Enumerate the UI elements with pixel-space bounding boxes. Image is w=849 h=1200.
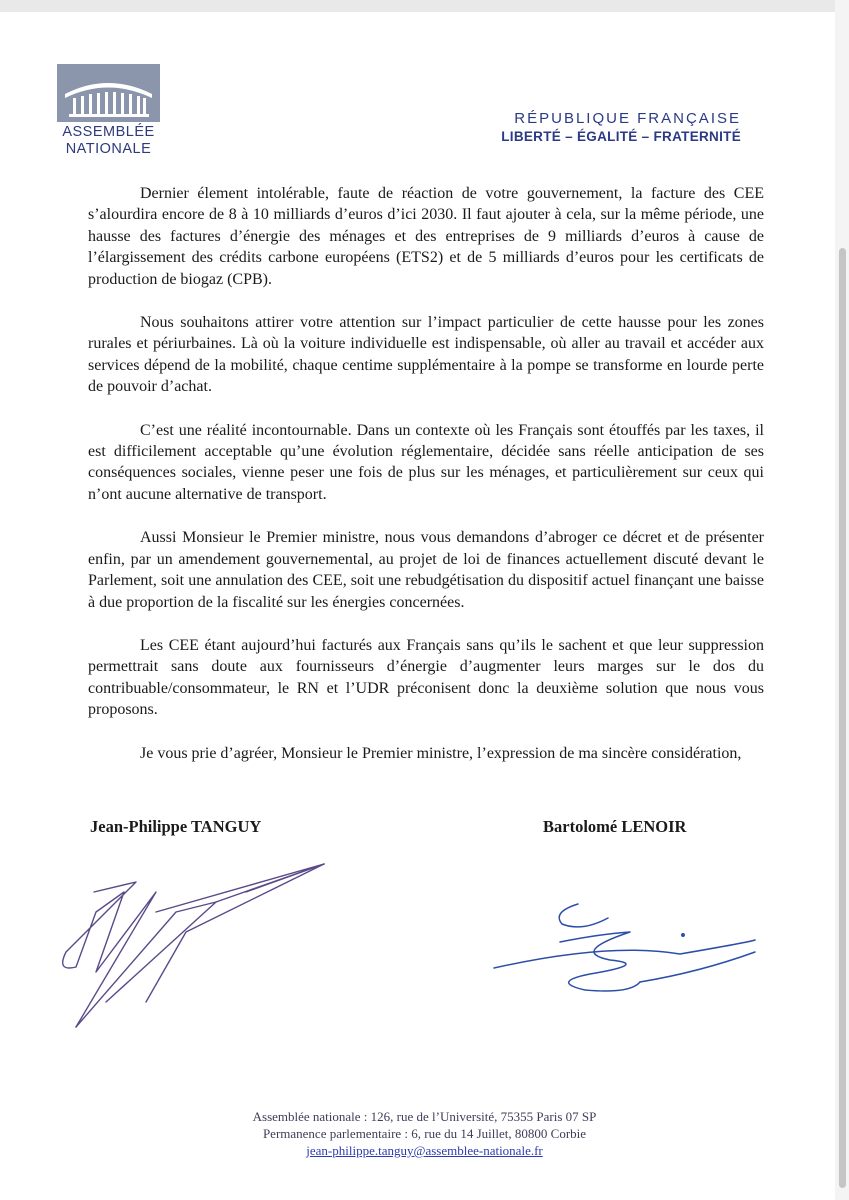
paragraph-2: Nous souhaitons attirer votre attention sur l’impact particulier de cette hausse pour les zones rurales et périurbaines. Là où la voiture individuelle est indispensable, où aller au travail et accéder aux services dépend de la mobilité, chaque centime supplémentaire à la pompe se transforme en lourde perte de pouvoir d’achat. bbox=[88, 314, 764, 396]
signature-right bbox=[490, 882, 770, 1022]
hemicycle-emblem-icon bbox=[57, 64, 160, 122]
logo-line-2: NATIONALE bbox=[65, 141, 152, 157]
logo-line-1: ASSEMBLÉE bbox=[62, 124, 155, 140]
republic-title: RÉPUBLIQUE FRANÇAISE bbox=[514, 110, 741, 127]
signatory-left-name: Jean-Philippe TANGUY bbox=[90, 817, 262, 836]
paragraph-5: Les CEE étant aujourd’hui facturés aux Français sans qu’ils le sachent et que leur suppression permettrait sans doute aux fournisseurs d’énergie d’augmenter leurs marges sur le dos du contribuable/consommateur, le RN et l’UDR préconisent donc la deuxième solution que nous vous proposons. bbox=[88, 636, 764, 719]
vertical-scrollbar[interactable] bbox=[835, 0, 849, 1200]
letter-body bbox=[88, 183, 764, 786]
top-bar bbox=[0, 0, 849, 12]
republic-motto: LIBERTÉ – ÉGALITÉ – FRATERNITÉ bbox=[501, 129, 741, 144]
signatory-right-name: Bartolomé LENOIR bbox=[543, 817, 687, 836]
paragraph-1: Dernier élement intolérable, faute de réaction de votre gouvernement, la facture des CEE s’alourdira encore de 8 à 10 milliards d’euros d’ici 2030. Il faut ajouter à cela, sur la même période, une hausse des factures d’énergie des ménages et des entreprises de 9 milliards d’euros à cause de l’élargissement des crédits carbone européens (ETS2) et de 5 milliards d’euros pour les certificats de production de biogaz (CPB). bbox=[88, 185, 764, 288]
paragraph-3: C’est une réalité incontournable. Dans un contexte où les Français sont étouffés par les taxes, il est difficilement acceptable qu’une évolution réglementaire, décidée sans réelle anticipation de ses conséquences sociales, vienne peser une fois de plus sur les ménages, et particulièrement sur ceux qui n’ont aucune alternative de transport. bbox=[88, 421, 764, 503]
assemblee-nationale-logo bbox=[57, 64, 160, 158]
paragraph-6: Je vous prie d’agréer, Monsieur le Premier ministre, l’expression de ma sincère considération, bbox=[140, 744, 742, 762]
republic-header bbox=[501, 110, 741, 144]
logo-text bbox=[57, 124, 160, 158]
footer-address: Assemblée nationale : 126, rue de l’Université, 75355 Paris 07 SP bbox=[252, 1109, 597, 1124]
letter-footer bbox=[0, 1108, 849, 1159]
paragraph-4: Aussi Monsieur le Premier ministre, nous vous demandons d’abroger ce décret et de présenter enfin, par un amendement gouvernemental, au projet de loi de finances actuellement discuté devant le Parlement, soit une annulation des CEE, soit une rebudgétisation du dispositif actuel finançant une baisse à due proportion de la fiscalité sur les énergies concernées. bbox=[88, 529, 764, 611]
footer-email-link[interactable]: jean-philippe.tanguy@assemblee-nationale.fr bbox=[306, 1143, 543, 1158]
signature-left bbox=[36, 852, 336, 1032]
footer-office: Permanence parlementaire : 6, rue du 14 Juillet, 80800 Corbie bbox=[262, 1126, 587, 1141]
scrollbar-thumb[interactable] bbox=[839, 248, 846, 1188]
